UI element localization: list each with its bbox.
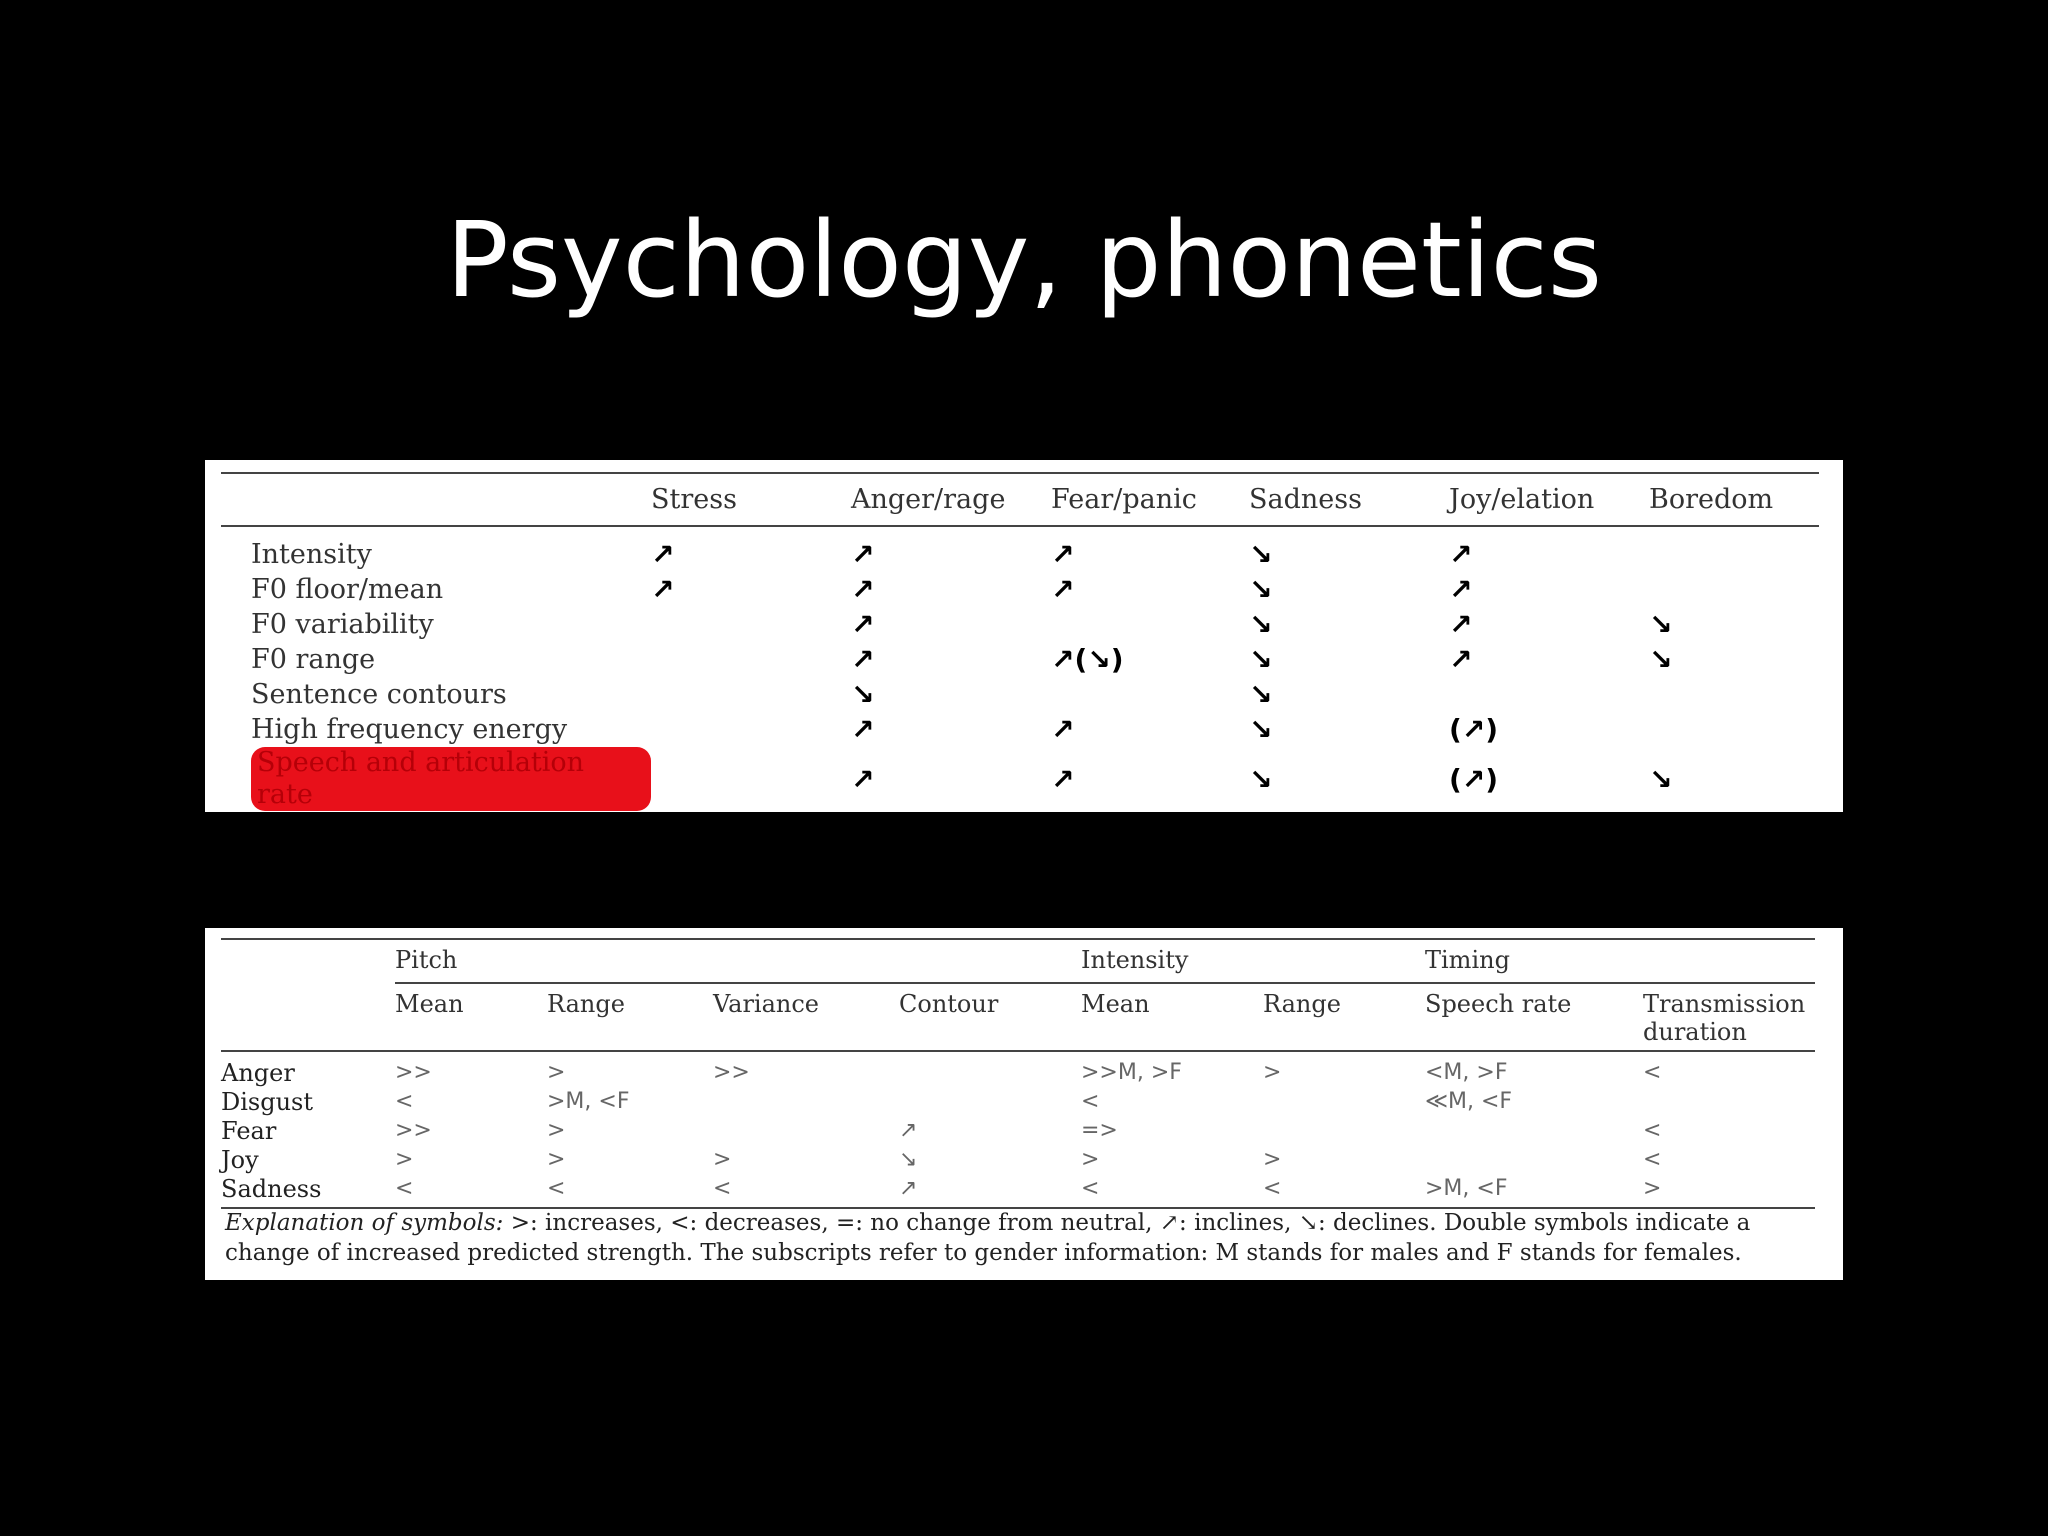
table-row: [221, 1087, 1815, 1116]
column-header-sadness: Sadness: [1249, 484, 1362, 515]
table-cell: ↗: [851, 538, 875, 571]
table-cell: <: [1643, 1147, 1662, 1172]
table-cell: ↘: [1249, 608, 1273, 641]
vocal-cue-table-image: [205, 928, 1843, 1280]
row-label: F0 range: [251, 644, 376, 675]
table-cell: ↗: [851, 713, 875, 746]
table-row: [221, 1051, 1815, 1087]
table-cell: ↗(↘): [1051, 643, 1124, 676]
table-cell: [713, 1087, 899, 1116]
subcolumn-header: Contour: [899, 990, 999, 1018]
table-cell: <: [1081, 1176, 1100, 1201]
table-cell: ↗: [1051, 538, 1075, 571]
subcolumn-header: Mean: [1081, 990, 1150, 1018]
table-cell: >: [395, 1147, 414, 1172]
table-cell: ↘: [851, 678, 875, 711]
highlighted-row-label: Speech and articulation rate: [251, 747, 651, 811]
table-cell: [651, 677, 851, 712]
table-cell: [1051, 677, 1249, 712]
row-label: Joy: [221, 1145, 259, 1174]
group-header-pitch: Pitch: [395, 939, 1081, 983]
table-cell: [1425, 1116, 1643, 1145]
table-cell: ↗: [851, 643, 875, 676]
table-cell: >>: [713, 1060, 750, 1085]
table-cell: ↗: [1449, 538, 1473, 571]
table-cell: [713, 1116, 899, 1145]
table-cell: ≪M, <F: [1425, 1089, 1513, 1114]
table-cell: (↗): [1449, 713, 1499, 746]
table-cell: ↗: [851, 608, 875, 641]
table-cell: ↗: [899, 1176, 918, 1201]
subcolumn-header: Speech rate: [1425, 990, 1572, 1018]
row-label: F0 variability: [251, 609, 434, 640]
table-cell: [651, 607, 851, 642]
row-label: F0 floor/mean: [251, 574, 444, 605]
table-cell: >M, <F: [1425, 1176, 1508, 1201]
table-cell: <: [547, 1176, 566, 1201]
vocal-cue-table: [221, 938, 1815, 1209]
table-cell: =>: [1081, 1118, 1118, 1143]
row-label: Anger: [221, 1058, 295, 1087]
subcolumn-header: Range: [1263, 990, 1341, 1018]
table-cell: ↘: [1249, 573, 1273, 606]
table-cell: <: [395, 1089, 414, 1114]
table-row: [221, 526, 1819, 572]
table-cell: ↗: [1051, 762, 1075, 796]
table-row: [221, 677, 1819, 712]
table-cell: >>M, >F: [1081, 1060, 1182, 1085]
table-cell: ↘: [1649, 762, 1673, 796]
table-cell: ↗: [1449, 573, 1473, 606]
subcolumn-header: Variance: [713, 990, 819, 1018]
table-header-row: [221, 473, 1819, 526]
table-cell: [899, 1087, 1081, 1116]
table-cell: (↗): [1449, 762, 1499, 796]
table-cell: ↘: [899, 1147, 918, 1172]
subcolumn-header-row: [221, 983, 1815, 1051]
table-cell: [1649, 572, 1819, 607]
table-cell: ↗: [1051, 713, 1075, 746]
group-header-timing: Timing: [1425, 939, 1815, 983]
table-row: [221, 572, 1819, 607]
group-header-row: [221, 939, 1815, 983]
table-cell: >M, <F: [547, 1089, 630, 1114]
table-cell: [651, 712, 851, 747]
column-header: [221, 473, 651, 526]
table-cell: ↘: [1649, 643, 1673, 676]
explanation-lead: Explanation of symbols:: [225, 1210, 504, 1236]
table-cell: ↘: [1249, 678, 1273, 711]
table-cell: ↘: [1649, 608, 1673, 641]
table-cell: ↘: [1249, 643, 1273, 676]
table-cell: <: [395, 1176, 414, 1201]
column-header-stress: Stress: [651, 484, 737, 515]
table-row: [221, 1174, 1815, 1208]
table-cell: <: [1643, 1060, 1662, 1085]
table-row: [221, 747, 1819, 812]
table-row: [221, 642, 1819, 677]
table-row: [221, 607, 1819, 642]
emotion-parameter-table: [221, 472, 1819, 812]
row-label: Disgust: [221, 1087, 314, 1116]
row-label: [221, 747, 651, 812]
column-header-fear: Fear/panic: [1051, 484, 1197, 515]
column-header-boredom: Boredom: [1649, 484, 1774, 515]
table-cell: [899, 1051, 1081, 1087]
acoustic-emotion-table-image: [205, 460, 1843, 812]
column-header-joy: Joy/elation: [1449, 484, 1595, 515]
table-cell: >: [547, 1147, 566, 1172]
row-label: Sadness: [221, 1174, 322, 1203]
table-cell: [1263, 1087, 1425, 1116]
table-cell: >: [1081, 1147, 1100, 1172]
table-cell: [1649, 712, 1819, 747]
table-cell: <: [1643, 1118, 1662, 1143]
row-label: High frequency energy: [251, 714, 568, 745]
table-cell: [1263, 1116, 1425, 1145]
column-header-anger: Anger/rage: [851, 484, 1006, 515]
table-cell: ↗: [651, 538, 675, 571]
table-cell: ↗: [851, 573, 875, 606]
table-row: [221, 1145, 1815, 1174]
table-cell: [1649, 526, 1819, 572]
table-cell: >>: [395, 1060, 432, 1085]
table-cell: >: [547, 1118, 566, 1143]
row-label: Fear: [221, 1116, 277, 1145]
table-cell: [1643, 1087, 1815, 1116]
table-cell: ↗: [851, 762, 875, 796]
slide-title: Psychology, phonetics: [445, 198, 1603, 321]
table-cell: <: [713, 1176, 732, 1201]
table-cell: >>: [395, 1118, 432, 1143]
table-cell: ↗: [1449, 643, 1473, 676]
table-cell: ↗: [651, 573, 675, 606]
table-cell: [1649, 677, 1819, 712]
table-cell: >: [1263, 1060, 1282, 1085]
row-label: Sentence contours: [251, 679, 507, 710]
table-cell: <M, >F: [1425, 1060, 1508, 1085]
group-header-intensity: Intensity: [1081, 939, 1425, 983]
table-cell: ↘: [1249, 713, 1273, 746]
table-cell: >: [547, 1060, 566, 1085]
subcolumn-header: Range: [547, 990, 625, 1018]
table-cell: [651, 747, 851, 812]
explanation-body: >: increases, <: decreases, =: no change from neutral, ↗: inclines, ↘: declines. Double symbols indicate a change of increased predicted strength. The subscripts refer to gender information: M stands for males and F stands for females.: [225, 1210, 1751, 1266]
table-cell: [1051, 607, 1249, 642]
subcolumn-header: Mean: [395, 990, 464, 1018]
table-cell: ↗: [1051, 573, 1075, 606]
table-cell: ↘: [1249, 538, 1273, 571]
table-cell: ↗: [1449, 608, 1473, 641]
table-cell: [1449, 677, 1649, 712]
symbol-explanation: [225, 1208, 1825, 1268]
table-cell: >: [1643, 1176, 1662, 1201]
table-row: [221, 712, 1819, 747]
table-row: [221, 1116, 1815, 1145]
table-cell: ↘: [1249, 762, 1273, 796]
table-cell: ↗: [899, 1118, 918, 1143]
subcolumn-header: Transmission duration: [1643, 990, 1806, 1046]
table-cell: [1425, 1145, 1643, 1174]
table-cell: >: [1263, 1147, 1282, 1172]
table-cell: >: [713, 1147, 732, 1172]
row-label: Intensity: [251, 539, 372, 570]
table-cell: <: [1263, 1176, 1282, 1201]
table-cell: [651, 642, 851, 677]
table-cell: <: [1081, 1089, 1100, 1114]
